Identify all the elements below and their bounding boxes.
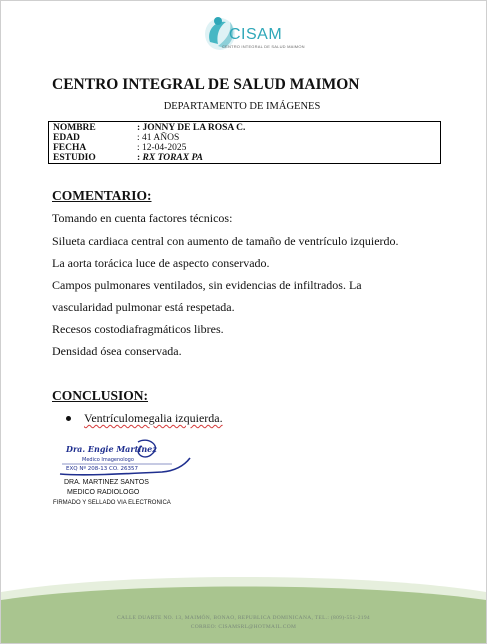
comment-line: vascularidad pulmonar está respetada. — [52, 300, 235, 314]
conclusion-heading: CONCLUSION: — [52, 388, 149, 403]
patient-label: FECHA — [53, 143, 87, 153]
patient-row-age — [53, 133, 436, 143]
comment-line: Silueta cardiaca central con aumento de tamaño de ventrículo izquierdo. — [52, 234, 399, 248]
logo-subtitle: CENTRO INTEGRAL DE SALUD MAIMON — [222, 44, 305, 49]
comment-line: Tomando en cuenta factores técnicos: — [52, 211, 233, 225]
comment-line: Densidad ósea conservada. — [52, 344, 182, 358]
patient-value-prefix: : — [137, 153, 143, 163]
conclusion-item-text: Ventrículomegalia izquierda. — [84, 411, 223, 425]
footer-email[interactable]: CORREO: CISAMSRL@HOTMAIL.COM — [190, 624, 297, 630]
patient-value — [137, 153, 203, 163]
svg-text:Medico Imagenologo: Medico Imagenologo — [82, 457, 134, 463]
patient-info-box — [48, 121, 441, 164]
patient-value: : 12-04-2025 — [137, 143, 187, 153]
signature-stamp-icon — [52, 438, 192, 482]
comment-heading: COMENTARIO: — [52, 188, 152, 203]
footer-address: CALLE DUARTE NO. 13, MAIMÓN, BONAO, REPUBLICA DOMINICANA, TEL.: (809)-551-2194 — [117, 615, 370, 621]
svg-text:EXQ Nº 208-13 CO. 26357: EXQ Nº 208-13 CO. 26357 — [66, 466, 138, 472]
patient-value: : 41 AÑOS — [137, 133, 180, 143]
study-name: RX TORAX PA — [142, 153, 203, 163]
patient-label: EDAD — [53, 133, 80, 143]
comment-line: Campos pulmonares ventilados, sin evidencias de infiltrados. La — [52, 278, 362, 292]
logo-name: CISAM — [229, 26, 283, 43]
bullet-icon — [66, 416, 71, 421]
patient-row-study — [53, 153, 436, 163]
signer-title: MEDICO RADIOLOGO — [67, 489, 140, 496]
department-title: DEPARTAMENTO DE IMÁGENES — [163, 101, 321, 112]
patient-label: NOMBRE — [53, 123, 96, 133]
patient-value: : JONNY DE LA ROSA C. — [137, 123, 246, 133]
signature-note: FIRMADO Y SELLADO VIA ELECTRONICA — [53, 500, 171, 506]
patient-row-date — [53, 143, 436, 153]
patient-row-name — [53, 123, 436, 133]
signer-name: DRA. MARTINEZ SANTOS — [64, 479, 149, 486]
comment-line: La aorta torácica luce de aspecto conservado. — [52, 256, 270, 270]
patient-label: ESTUDIO — [53, 153, 96, 163]
footer-wave — [1, 570, 486, 643]
svg-text:Dra. Engie Martinez: Dra. Engie Martinez — [66, 444, 157, 454]
conclusion-item — [84, 411, 223, 426]
comment-line: Recesos costodiafragmáticos libres. — [52, 322, 224, 336]
document-title: CENTRO INTEGRAL DE SALUD MAIMON — [52, 76, 360, 93]
